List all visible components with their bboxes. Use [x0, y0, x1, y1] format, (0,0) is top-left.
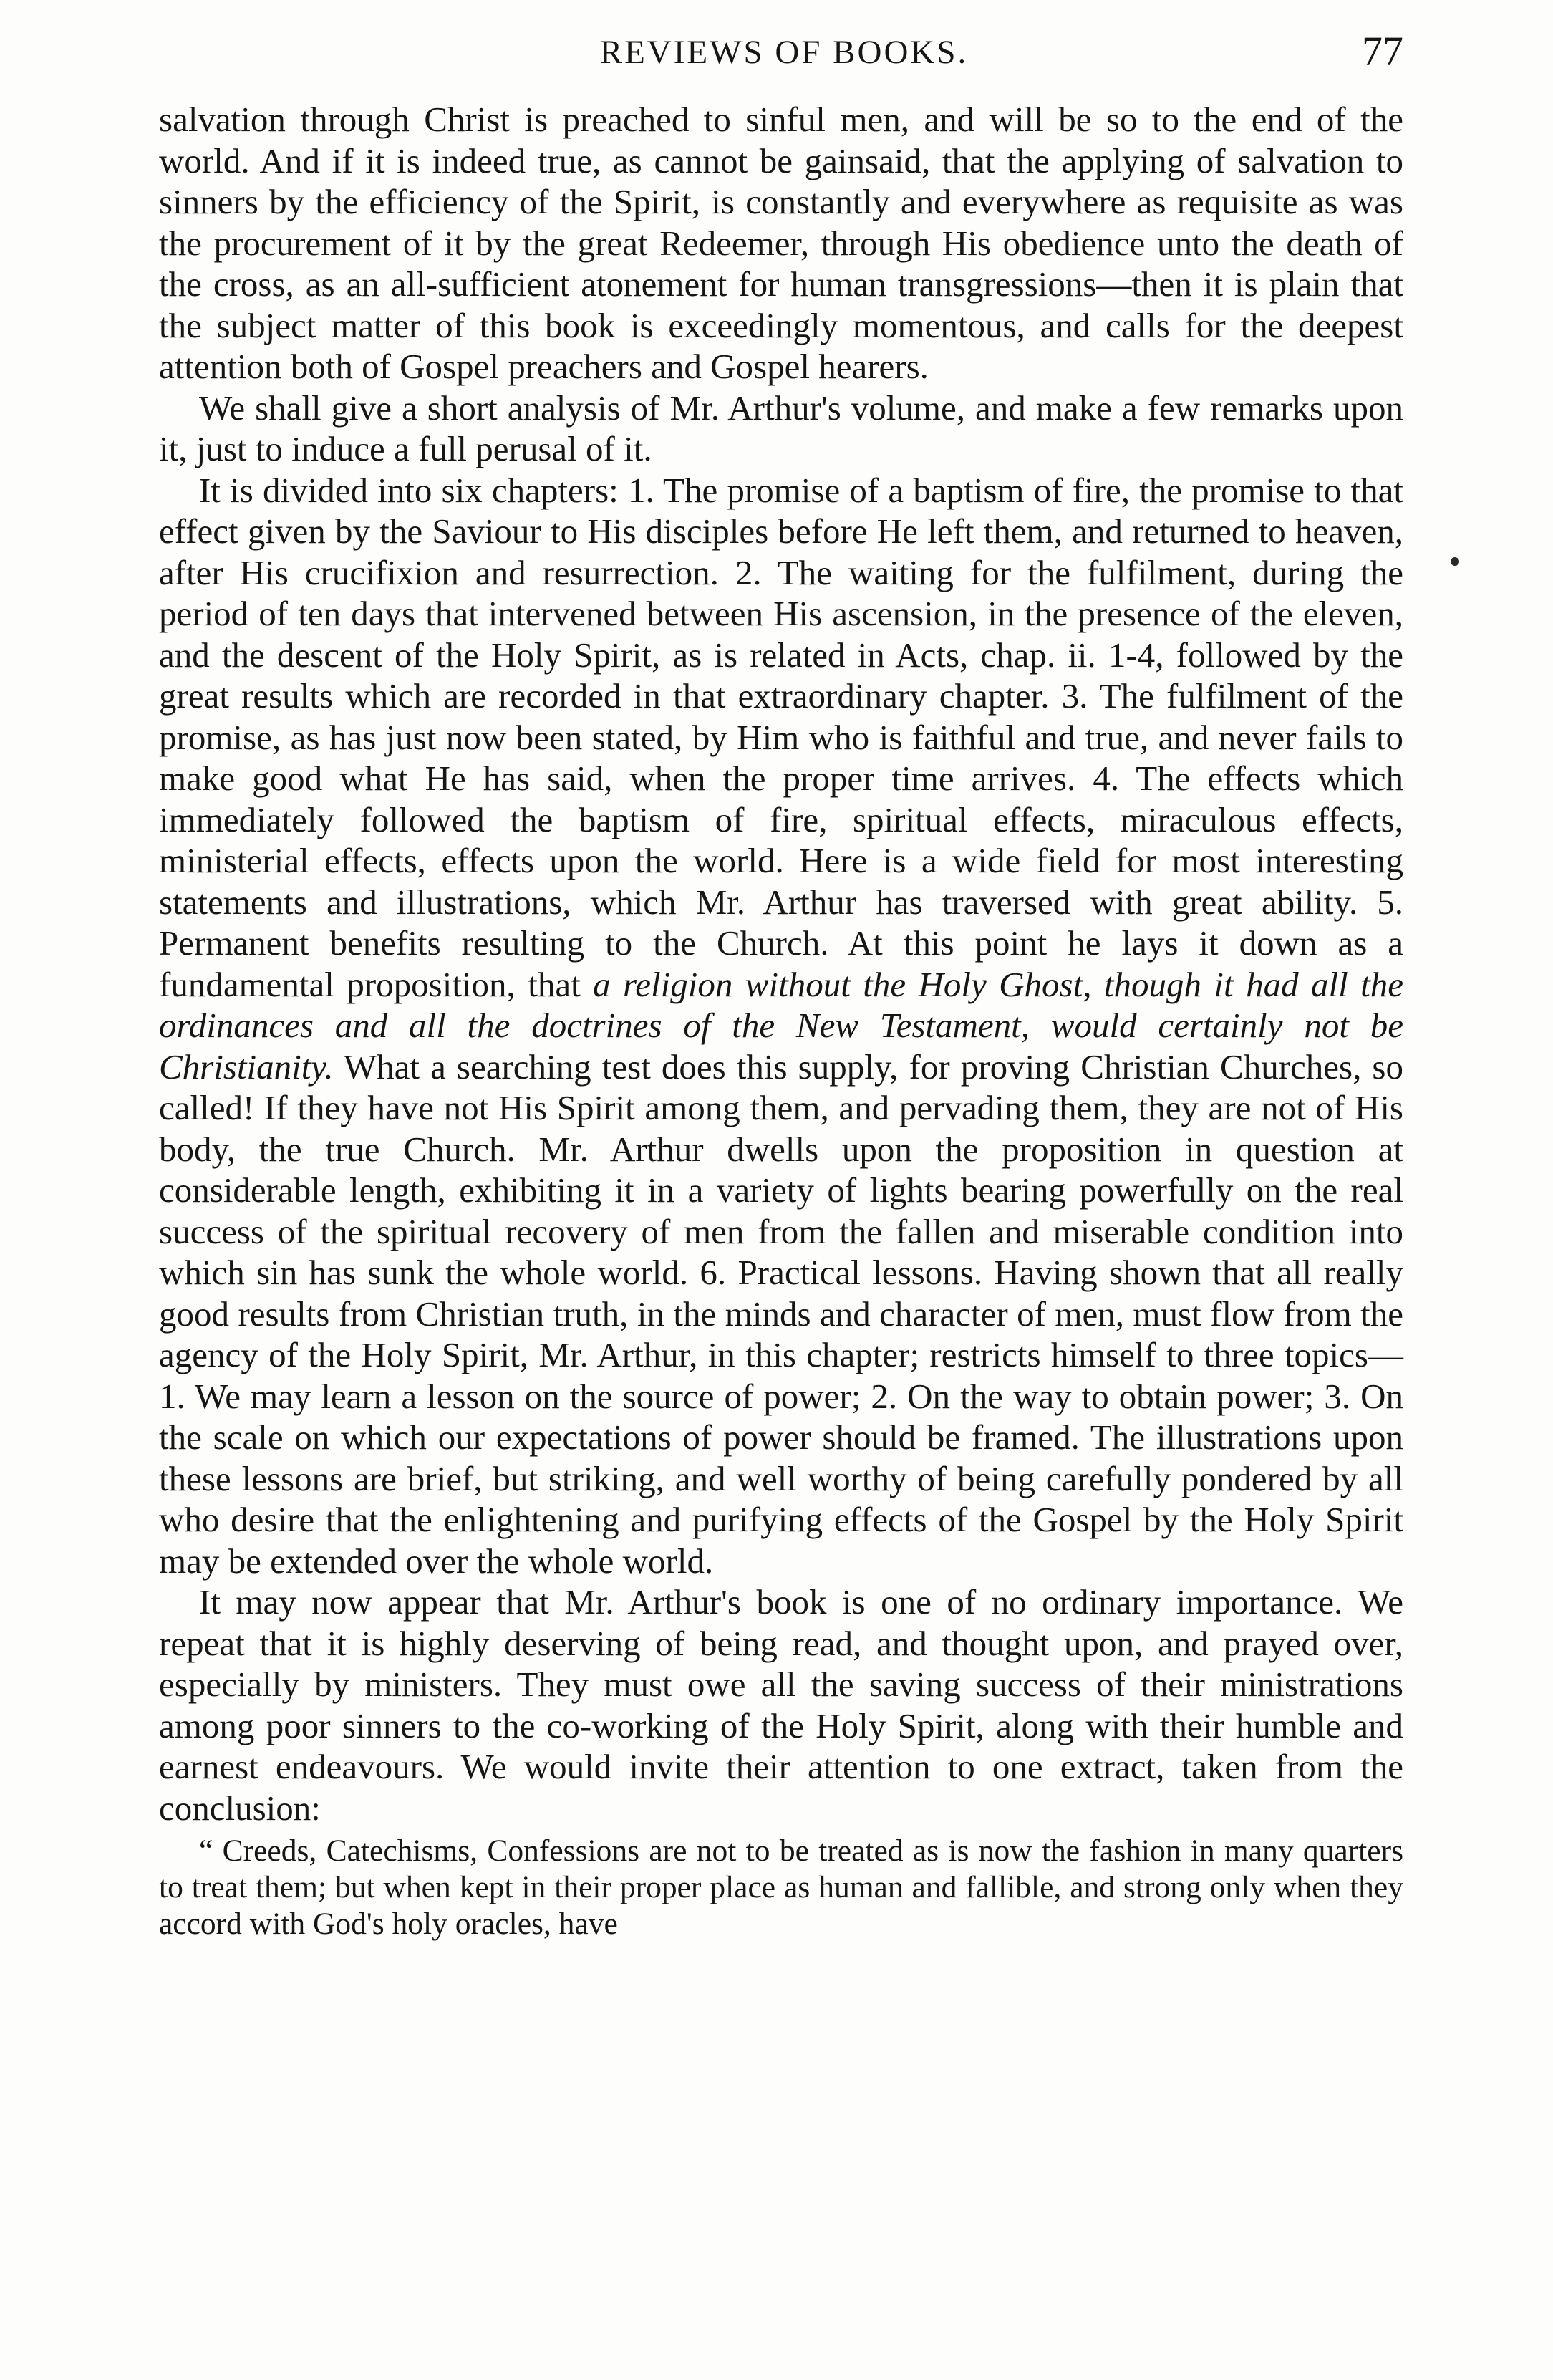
- text-run: What a searching test does this supply, for proving Christian Churches, so called! If they have not His Spirit among them, and pervading them, they are not of His body, the true Church. Mr. Arthur dwells upon the proposition in question at considerable length, exhibiting it in a variety of lights bearing powerfully on the real success of the spiritual recovery of men from the fallen and miserable condition into which sin has sunk the whole world. 6. Practical lessons. Having shown that all really good results from Christian truth, in the minds and character of men, must flow from the agency of the Holy Spirit, Mr. Arthur, in this chapter; restricts himself to three topics—1. We may learn a lesson on the source of power; 2. On the way to obtain power; 3. On the scale on which our expectations of power should be framed. The illustrations upon these lessons are brief, but striking, and well worthy of being carefully pondered by all who desire that the enlightening and purifying effects of the Gospel by the Holy Spirit may be extended over the whole world.: [159, 1046, 1403, 1581]
- margin-dot-mark: [1451, 557, 1459, 566]
- text-run: salvation through Christ is preached to sinful men, and will be so to the end of the world. And if it is indeed true, as cannot be gainsaid, that the applying of salvation to sinners by the efficiency of the Spirit, is constantly and everywhere as requisite as was the procurement of it by the great Redeemer, through His obedience unto the death of the cross, as an all-sufficient atonement for human transgressions—then it is plain that the subject matter of this book is exceedingly momentous, and calls for the deepest attention both of Gospel preachers and Gospel hearers.: [159, 100, 1403, 386]
- review-body: [159, 99, 1403, 1942]
- italic-text: a religion without the Holy Ghost, though it had all the ordinances and all the doctrines of the New Testament, would certainly not be Christianity.: [159, 964, 1403, 1087]
- paragraph: [159, 387, 1403, 470]
- block-quote: “ Creeds, Catechisms, Confessions are not to be treated as is now the fashion in many quarters to treat them; but when kept in their proper place as human and fallible, and strong only when they accord with God's holy oracles, have: [159, 1834, 1403, 1941]
- paragraph: [159, 1581, 1403, 1829]
- page-number: 77: [1362, 28, 1403, 74]
- text-run: We shall give a short analysis of Mr. Arthur's volume, and make a few remarks upon it, just to induce a full perusal of it.: [159, 387, 1403, 468]
- page-header: [165, 27, 1403, 85]
- text-run: It is divided into six chapters: 1. The promise of a baptism of fire, the promise to that effect given by the Saviour to His disciples before He left them, and returned to heaven, after His crucifixion and resurrection. 2. The waiting for the fulfilment, during the period of ten days that intervened between His ascension, in the presence of the eleven, and the descent of the Holy Spirit, as is related in Acts, chap. ii. 1-4, followed by the great results which are recorded in that extraordinary chapter. 3. The fulfilment of the promise, as has just now been stated, by Him who is faithful and true, and never fails to make good what He has said, when the proper time arrives. 4. The effects which immediately followed the baptism of fire, spiritual effects, miraculous effects, ministerial effects, effects upon the world. Here is a wide field for most interesting statements and illustrations, which Mr. Arthur has traversed with great ability. 5. Permanent benefits resulting to the Church. At this point he lays it down as a fundamental proposition, that: [159, 470, 1403, 1004]
- text-run: It may now appear that Mr. Arthur's book is one of no ordinary importance. We repeat that it is highly deserving of being read, and thought upon, and prayed over, especially by ministers. They must owe all the saving success of their ministrations among poor sinners to the co-working of the Holy Spirit, along with their humble and earnest endeavours. We would invite their attention to one extract, taken from the conclusion:: [159, 1582, 1403, 1828]
- paragraph: [159, 99, 1403, 387]
- running-head: REVIEWS OF BOOKS.: [599, 34, 969, 71]
- paragraph: [159, 470, 1403, 1582]
